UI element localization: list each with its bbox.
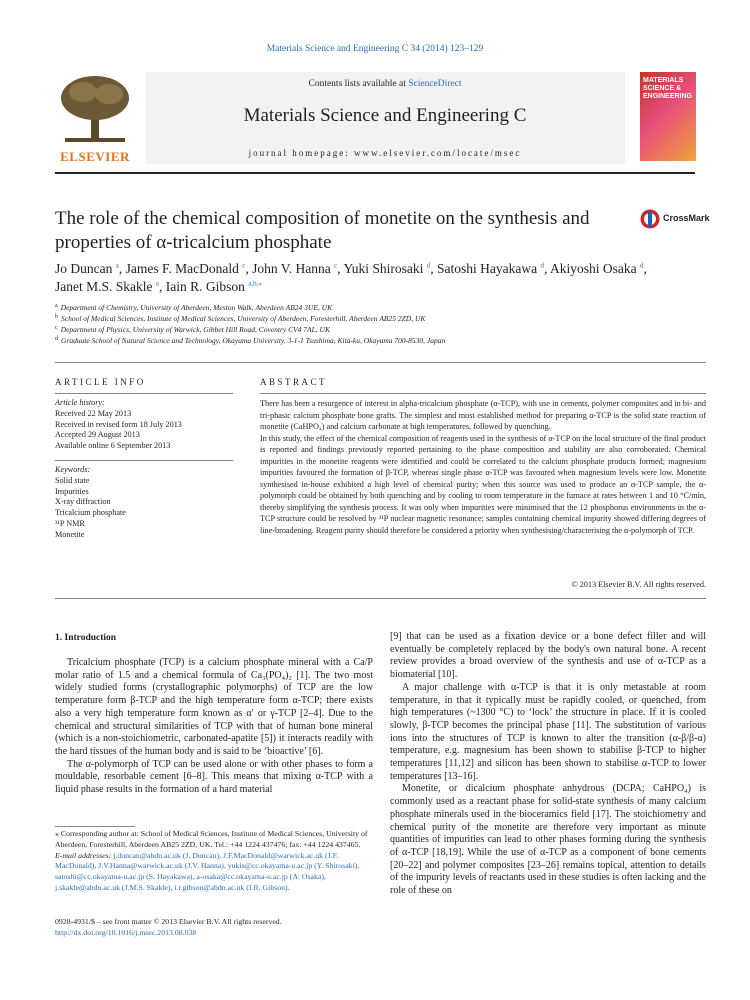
abstract-body: There has been a resurgence of interest in alpha-tricalcium phosphate (α-TCP), with use in cements, polymer composites and in bi- and tri-phasic calcium phosphate bone grafts. The simplest and most established method for preparing α-TCP is the solid state reaction of monetite (CaHPO₄) and calcium carbonate at high temperatures, followed by quenching. In this study, the effect of the chemical composition of reagents used in the synthesis of α-TCP on the local structure of the final product is reported and findings previously reported pertaining to the phase composition and stability are also corroborated. Chemical impurities in the monetite reagents were identified and could be correlated to the calcium phosphate products formed; magnesium impurities favoured the formation of β-TCP, whereas single phase α-TCP was favoured when magnesium levels were low. Monetite synthesised in-house exhibited a high level of chemical purity; when this source was used to produce an α-TCP sample, the α-polymorph could be obtained by both quenching and by cooling to room temperature in the furnace at rates between 1 and 10 °C/min, thereby simplifying the synthesis process. It was only when impurities were minimised that the 12 phosphorus environments in the α-TCP structure could be resolved by ³¹P nuclear magnetic resonance; samples containing chemical impurity showed differing degrees of line-broadening. Reagent purity should therefore be considered a priority when synthesising/characterising the α-polymorph of TCP.	[260, 399, 706, 535]
contents-line: Contents lists available at ScienceDirect	[308, 79, 462, 89]
cover-title: MATERIALS SCIENCE & ENGINEERING	[643, 77, 693, 100]
info-rule	[55, 393, 233, 394]
issn-line: 0928-4931/$ – see front matter © 2013 Elsevier B.V. All rights reserved.	[55, 917, 282, 926]
article-info-heading: ARTICLE INFO	[55, 377, 146, 387]
article-history: Article history: Received 22 May 2013 Received in revised form 18 July 2013 Accepted 29 August 2013 Available online 6 September 2013	[55, 398, 182, 451]
footnote-rule	[55, 826, 135, 827]
copyright: © 2013 Elsevier B.V. All rights reserved.	[571, 580, 706, 589]
keywords: Keywords: Solid state Impurities X-ray diffraction Tricalcium phosphate ³¹P NMR Monetite	[55, 465, 126, 539]
crossmark-badge[interactable]: CrossMark	[640, 207, 706, 233]
info-rule	[55, 460, 233, 461]
abstract-heading: ABSTRACT	[260, 377, 328, 387]
author[interactable]: John V. Hanna $^c$	[252, 261, 338, 276]
journal-citation[interactable]: Materials Science and Engineering C 34 (2014) 123–129	[266, 44, 484, 54]
abstract-bottom-rule	[55, 598, 706, 599]
affiliation: $^d$ Graduate School of Natural Science and Technology, Okayama University, 3-1-1 Tsushima, Kita-ku, Okayama 700-8530, Japan	[55, 335, 446, 345]
affiliation: $^b$ School of Medical Sciences, Institute of Medical Sciences, University of Aberdeen, Foresterhill, Aberdeen AB25 2ZD, UK	[55, 313, 426, 323]
affiliation-rule	[55, 362, 706, 363]
section-heading: 1. Introduction	[55, 633, 117, 643]
author[interactable]: James F. MacDonald $^c$	[125, 261, 246, 276]
page-footer	[55, 917, 375, 939]
affiliation: $^a$ Department of Chemistry, University of Aberdeen, Meston Walk, Aberdeen AB24 3UE, UK	[55, 302, 333, 312]
email-addresses[interactable]: E-mail addresses: j.duncan@abdn.ac.uk (J. Duncan), J.F.MacDonald@warwick.ac.uk (J.F. MacDonald), J.V.Hanna@warwick.ac.uk (J.V. Hanna), yukis@cc.okayama-u.ac.jp (Y. Shirosaki), satoshi@cc.okayama-u.ac.jp (S. Hayakawa), a-osaka@cc.okayama-u.ac.jp (A. Osaka), j.skakle@abdn.ac.uk (J.M.S. Skakle), i.r.gibson@abdn.ac.uk (I.R. Gibson).	[55, 850, 360, 892]
author[interactable]: Satoshi Hayakawa $^d$	[437, 261, 544, 276]
footnotes	[55, 829, 373, 894]
author[interactable]: Akiyoshi Osaka $^d$	[550, 261, 644, 276]
author[interactable]: Iain R. Gibson $^{a,b,⁎}$	[165, 279, 262, 294]
body-column-left: Tricalcium phosphate (TCP) is a calcium phosphate mineral with a Ca/P molar ratio of 1.5 and a chemical formula of Ca₃(PO₄)₂ [1]. The two most widely studied forms (crystallographic polymorphs) of TCP are the low temperature form β-TCP and the high temperature form α-TCP; there exists also a very high temperature form known as α′ or γ-TCP [2–4]. Due to the chemical and structural similarities of TCP with that of human bone mineral (which is a non-stoichiometric, carbonated-apatite [5]) it interacts readily with the hard tissues of the human body and is said to be ‘bioactive’ [6]. The α-polymorph of TCP can be used alone or with other phases to form a mouldable, resorbable cement [6–8]. This means that mixing α-TCP with a liquid phase results in the formation of a hard material	[55, 657, 373, 796]
article-title: The role of the chemical composition of monetite on the synthesis and properties of α-tricalcium phosphate	[55, 208, 590, 253]
body-column-right: [9] that can be used as a fixation device or a bone defect filler and will eventually be completely replaced by the body's own natural bone. A recent review provides a broad overview of the synthesis and use of α-TCP as a biomaterial [10]. A major challenge with α-TCP is that it is only metastable at room temperature, in that it typically must be rapidly cooled, or quenched, from high temperatures (~1300 °C) to ‘lock’ the structure in place. If it is cooled slowly, β-TCP becomes the principal phase [11]. The substitution of various ions into the structures of TCP is known to alter the transition (α-β/β-α) temperature, e.g. magnesium has been shown to stabilise β-TCP to higher temperatures [11,12] and silicon has been shown to stabilise α-TCP to lower temperatures [13–16]. Monetite, or dicalcium phosphate anhydrous (DCPA; CaHPO₄) is commonly used as a reactant phase for solid-state synthesis of many calcium phosphate minerals used in the bioceramics field [17]. The stoichiometry and chemical purity of the monetite are therefore very important as minute quantities of impurities can lead to other phases forming during the synthesis of α-TCP [18,19]. While the use of α-TCP as a component of bone cements [20–22] and polymer composites [23–26] remains topical, attention to details of the impurity levels of reactants used in these studies is often lacking and the role of these on	[390, 631, 706, 897]
author[interactable]: Jo Duncan $^a$	[55, 261, 119, 276]
author[interactable]: Yuki Shirosaki $^d$	[343, 261, 431, 276]
author-list: Jo Duncan $^a$, James F. MacDonald $^c$, John V. Hanna $^c$, Yuki Shirosaki $^d$, Satoshi Hayakawa $^d$, Akiyoshi Osaka $^d$, Janet M.S. Skakle $^a$, Iain R. Gibson $^{a,b,⁎}$	[55, 261, 647, 294]
affiliation: $^c$ Department of Physics, University of Warwick, Gibbet Hill Road, Coventry CV4 7AL, UK	[55, 324, 330, 334]
elsevier-wordmark: ELSEVIER	[60, 149, 130, 164]
corresponding-author-note: ⁎ Corresponding author at: School of Medical Sciences, Institute of Medical Sciences, University of Aberdeen, Foresterhill, Aberdeen AB25 2ZD, UK. Tel.: +44 1224 437476; fax: +44 1224 437465.	[55, 829, 368, 849]
author[interactable]: Janet M.S. Skakle $^a$	[55, 279, 159, 294]
sciencedirect-link[interactable]: ScienceDirect	[408, 79, 462, 89]
abstract-rule	[260, 393, 706, 394]
header-rule	[55, 172, 695, 174]
journal-title: Materials Science and Engineering C	[243, 105, 527, 126]
doi-link[interactable]: http://dx.doi.org/10.1016/j.msec.2013.08.038	[55, 927, 197, 937]
crossmark-icon	[640, 208, 660, 230]
journal-homepage[interactable]: journal homepage: www.elsevier.com/locate/msec	[248, 148, 522, 158]
